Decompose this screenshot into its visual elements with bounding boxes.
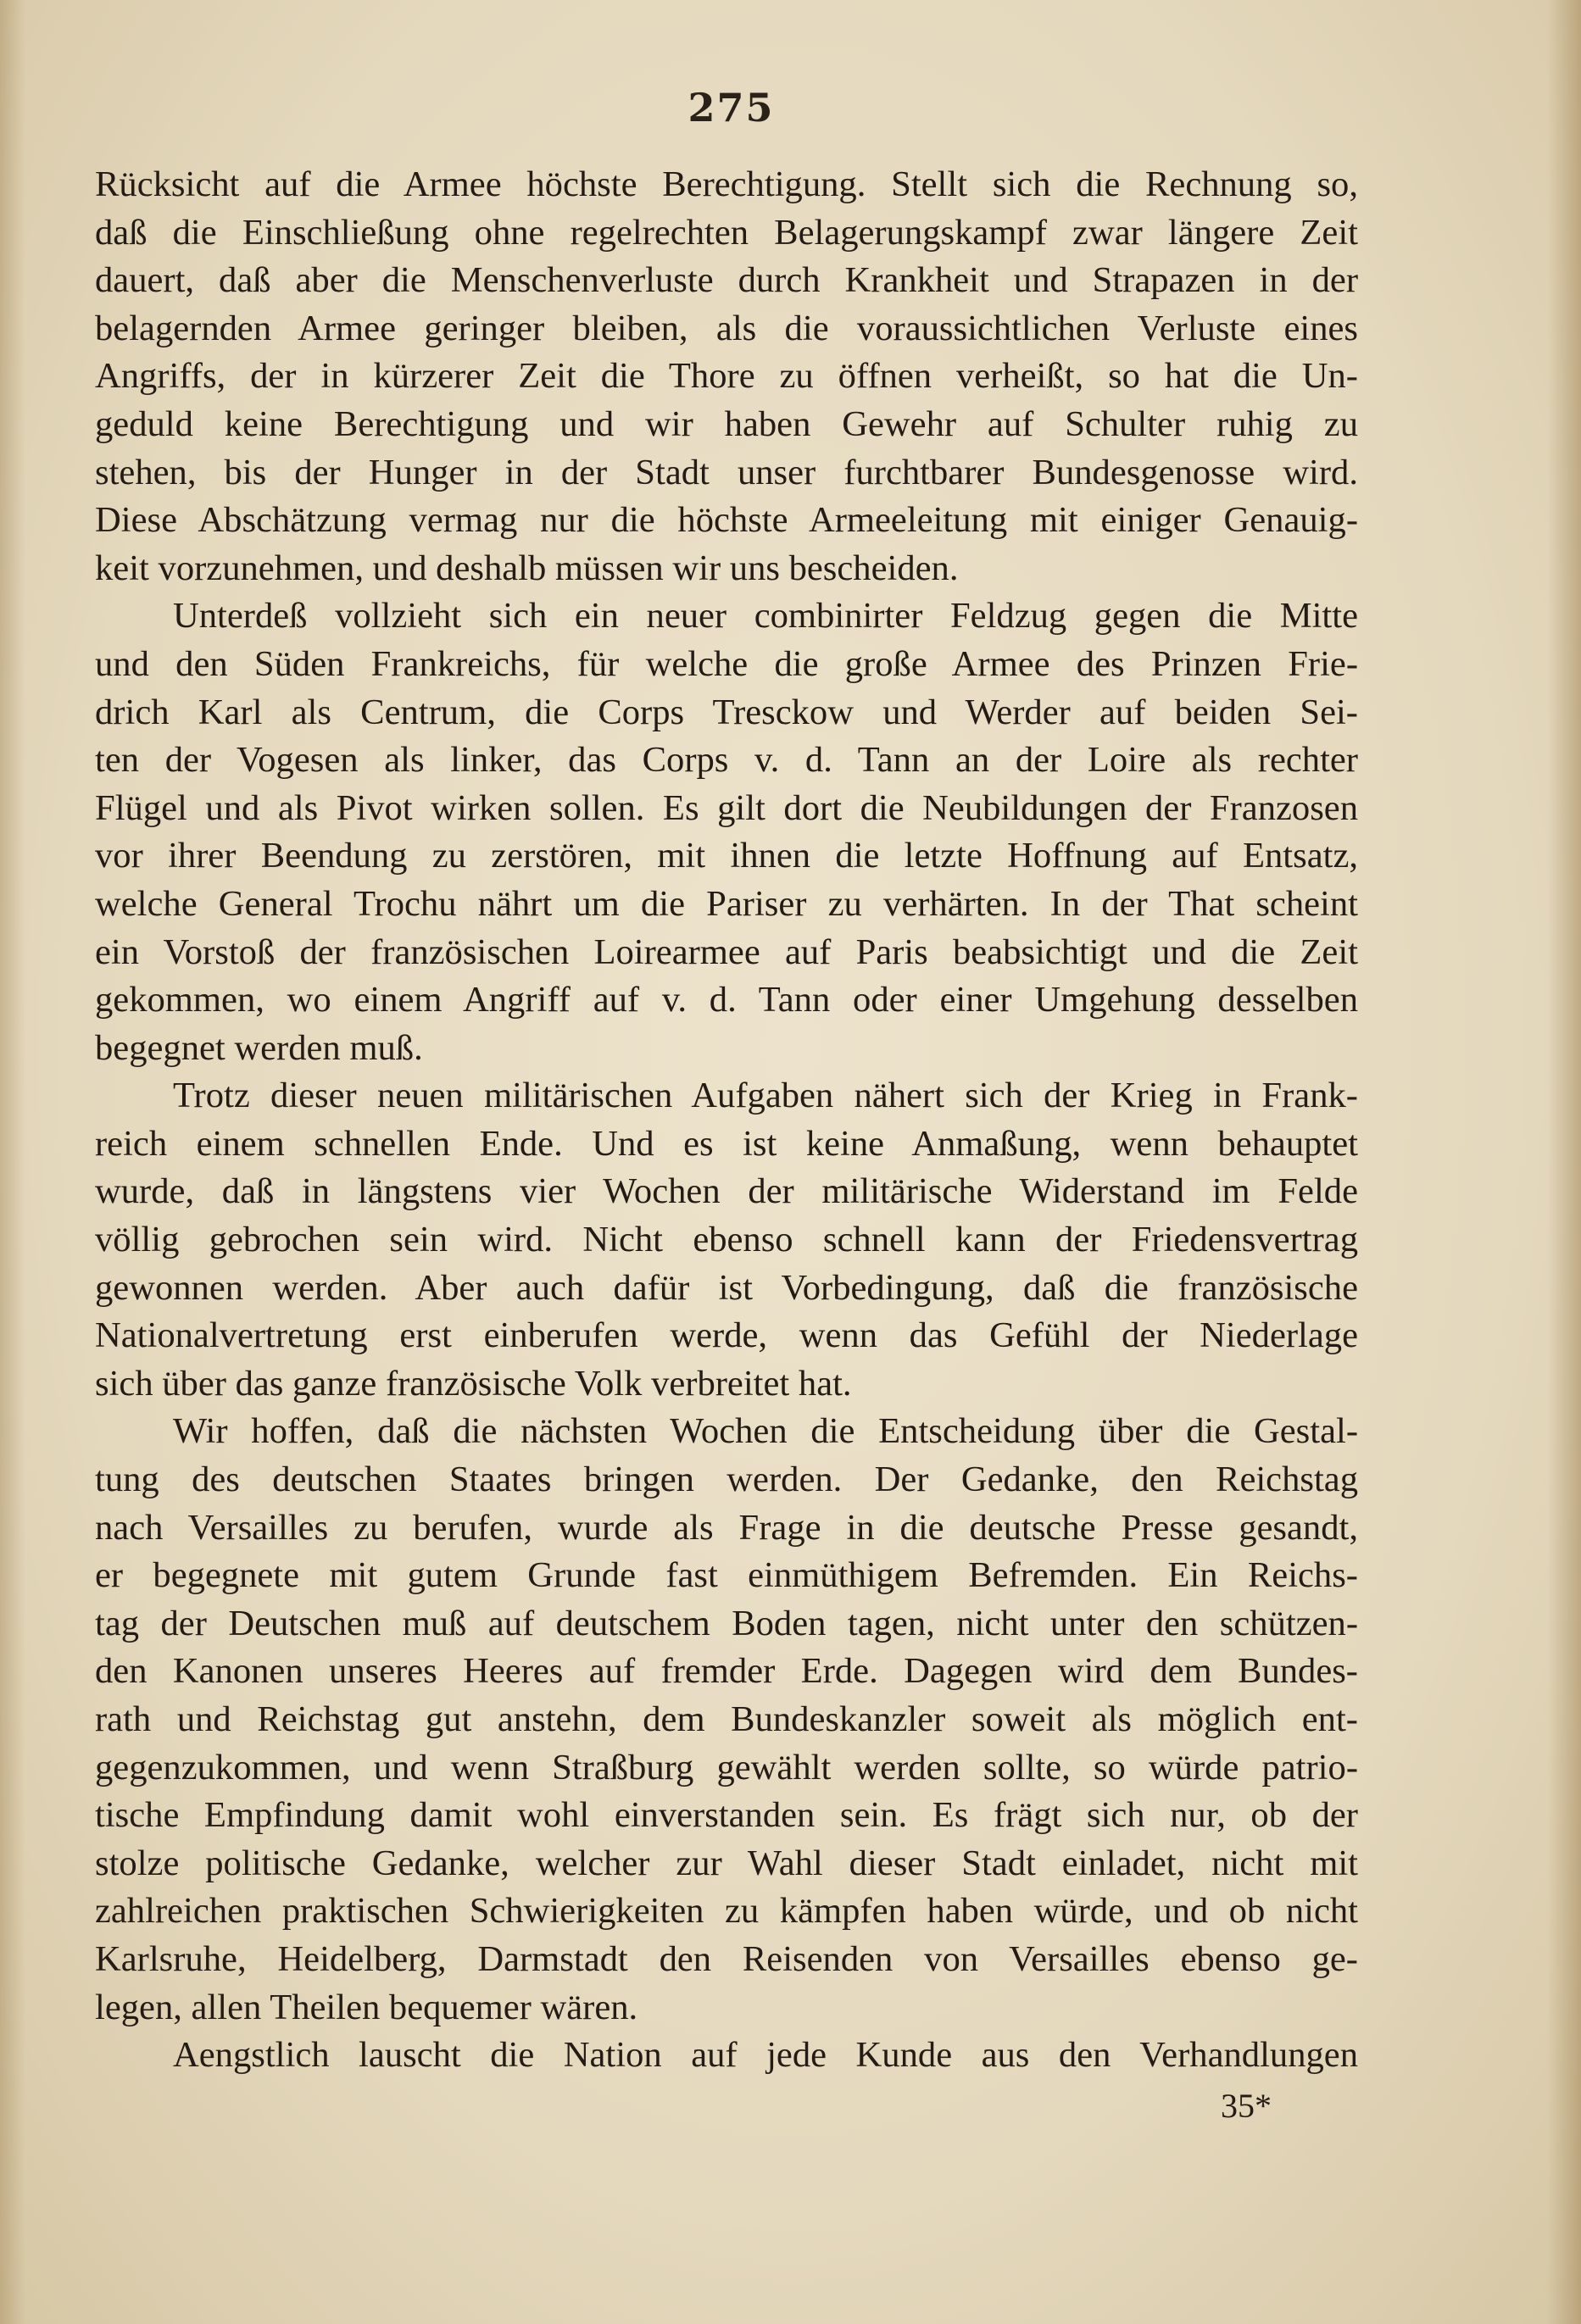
text-line: sich über das ganze französische Volk verbreitet hat. (95, 1363, 852, 1404)
text-line: welche General Trochu nährt um die Pariser zu verhärten. In der That scheint (95, 883, 1358, 924)
text-line: drich Karl als Centrum, die Corps Tresckow und Werder auf beiden Sei- (95, 692, 1358, 732)
text-line: vor ihrer Beendung zu zerstören, mit ihnen die letzte Hoffnung auf Entsatz, (95, 836, 1358, 876)
text-line: den Kanonen unseres Heeres auf fremder Erde. Dagegen wird dem Bundes- (95, 1651, 1358, 1692)
text-line: tung des deutschen Staates bringen werden. Der Gedanke, den Reichstag (95, 1459, 1358, 1500)
text-line: gewonnen werden. Aber auch dafür ist Vorbedingung, daß die französische (95, 1267, 1358, 1308)
text-line: nach Versailles zu berufen, wurde als Frage in die deutsche Presse gesandt, (95, 1507, 1358, 1548)
text-line: Diese Abschätzung vermag nur die höchste Armeeleitung mit einiger Genauig- (95, 500, 1358, 541)
text-line: ein Vorstoß der französischen Loirearmee auf Paris beabsichtigt und die Zeit (95, 931, 1358, 972)
text-line: wurde, daß in längstens vier Wochen der militärische Widerstand im Felde (95, 1171, 1358, 1212)
text-line: stehen, bis der Hunger in der Stadt unser furchtbarer Bundesgenosse wird. (95, 452, 1358, 492)
page-number: 275 (688, 85, 775, 131)
text-line: ten der Vogesen als linker, das Corps v. d. Tann an der Loire als rechter (95, 740, 1358, 781)
text-line: legen, allen Theilen bequemer wären. (95, 1987, 638, 2027)
text-line: belagernden Armee geringer bleiben, als die voraussichtlichen Verluste eines (95, 308, 1358, 348)
text-line: Angriffs, der in kürzerer Zeit die Thore zu öffnen verheißt, so hat die Un- (95, 356, 1358, 397)
signature-mark: 35* (1221, 2087, 1272, 2125)
text-line: keit vorzunehmen, und deshalb müssen wir uns bescheiden. (95, 548, 959, 588)
text-line: Wir hoffen, daß die nächsten Wochen die Entscheidung über die Gestal- (173, 1411, 1358, 1452)
text-line: daß die Einschließung ohne regelrechten Belagerungskampf zwar längere Zeit (95, 212, 1358, 253)
text-line: stolze politische Gedanke, welcher zur Wahl dieser Stadt einladet, nicht mit (95, 1843, 1358, 1883)
text-line: Karlsruhe, Heidelberg, Darmstadt den Reisenden von Versailles ebenso ge- (95, 1938, 1358, 1979)
text-line: Rücksicht auf die Armee höchste Berechtigung. Stellt sich die Rechnung so, (95, 164, 1358, 204)
text-line: tische Empfindung damit wohl einverstanden sein. Es frägt sich nur, ob der (95, 1795, 1358, 1836)
text-line: völlig gebrochen sein wird. Nicht ebenso schnell kann der Friedensvertrag (95, 1220, 1358, 1260)
text-line: begegnet werden muß. (95, 1027, 423, 1068)
text-line: dauert, daß aber die Menschenverluste durch Krankheit und Strapazen in der (95, 260, 1358, 301)
text-line: Unterdeß vollzieht sich ein neuer combinirter Feldzug gegen die Mitte (173, 596, 1358, 637)
text-line: geduld keine Berechtigung und wir haben Gewehr auf Schulter ruhig zu (95, 403, 1358, 444)
page-left-edge-shadow (0, 0, 25, 2324)
text-line: gekommen, wo einem Angriff auf v. d. Tann oder einer Umgehung desselben (95, 980, 1358, 1020)
text-line: reich einem schnellen Ende. Und es ist keine Anmaßung, wenn behauptet (95, 1123, 1358, 1164)
body-text (95, 161, 1358, 2080)
text-line: zahlreichen praktischen Schwierigkeiten zu kämpfen haben würde, und ob nicht (95, 1891, 1358, 1932)
text-line: rath und Reichstag gut anstehn, dem Bundeskanzler soweit als möglich ent- (95, 1699, 1358, 1739)
text-line: Aengstlich lauscht die Nation auf jede Kunde aus den Verhandlungen (173, 2035, 1358, 2076)
text-line: Trotz dieser neuen militärischen Aufgaben nähert sich der Krieg in Frank- (173, 1076, 1358, 1116)
text-line: gegenzukommen, und wenn Straßburg gewählt werden sollte, so würde patrio- (95, 1747, 1358, 1787)
text-line: tag der Deutschen muß auf deutschem Boden tagen, nicht unter den schützen- (95, 1603, 1358, 1643)
page-right-edge-shadow (1547, 0, 1581, 2324)
text-line: und den Süden Frankreichs, für welche die große Armee des Prinzen Frie- (95, 643, 1358, 684)
text-line: er begegnete mit gutem Grunde fast einmüthigem Befremden. Ein Reichs- (95, 1555, 1358, 1596)
text-line: Flügel und als Pivot wirken sollen. Es gilt dort die Neubildungen der Franzosen (95, 787, 1358, 828)
text-line: Nationalvertretung erst einberufen werde, wenn das Gefühl der Niederlage (95, 1315, 1358, 1356)
